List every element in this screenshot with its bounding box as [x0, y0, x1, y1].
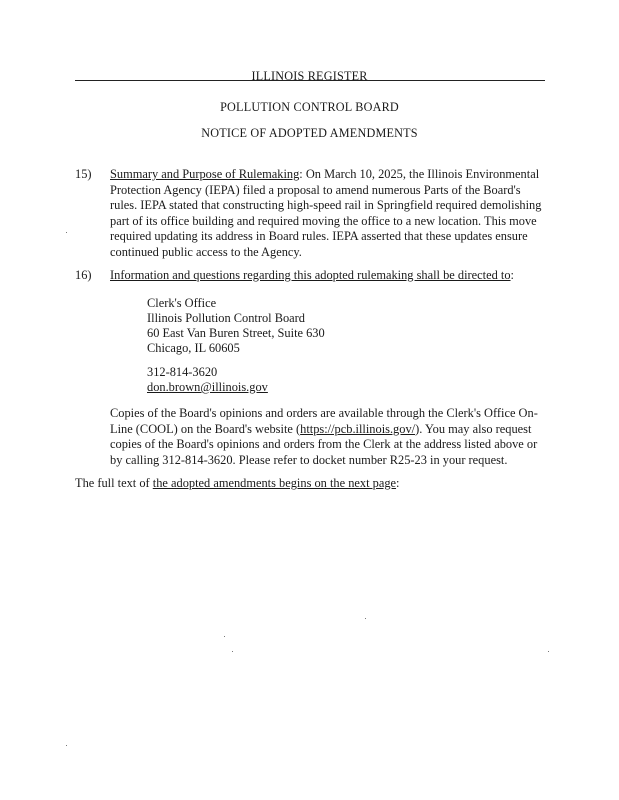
item-15-text: : On March 10, 2025, the Illinois Environmental Protection Agency (IEPA) filed a proposal to amend numerous Parts of the Board's rules. IEPA stated that constructing high-speed rail in Springfield required demolishing part of its office building and required moving the office to a new location. This move required updating its address in Board rules. IEPA asserted that these updates ensure continued public access to the Agency.: [110, 167, 542, 259]
scan-speck: [365, 618, 366, 619]
board-title: POLLUTION CONTROL BOARD: [220, 100, 399, 114]
scan-speck: [232, 651, 233, 652]
item-15-heading: Summary and Purpose of Rulemaking: [110, 167, 300, 181]
item-16-heading: Information and questions regarding this adopted rulemaking shall be directed to: [110, 268, 511, 282]
closing-end: :: [396, 476, 400, 490]
header-rule: [75, 80, 545, 81]
scan-speck: [66, 232, 67, 233]
item-16-body: [110, 268, 546, 284]
scan-speck: [224, 636, 225, 637]
copies-paragraph: [110, 406, 548, 468]
clerk-contact: [147, 365, 268, 395]
item-15-number: 15): [75, 167, 92, 181]
scan-speck: [548, 651, 549, 652]
address-line: 60 East Van Buren Street, Suite 630: [147, 326, 325, 340]
item-15-body: [110, 167, 546, 260]
register-title: ILLINOIS REGISTER: [251, 69, 368, 83]
address-line: Illinois Pollution Control Board: [147, 311, 305, 325]
item-16-colon: :: [510, 268, 514, 282]
notice-title: NOTICE OF ADOPTED AMENDMENTS: [201, 126, 418, 140]
item-16-number: 16): [75, 268, 92, 282]
copies-text-before: Copies of the Board's opinions and orders are available through the Clerk's Office On-Line (COOL) on the Board's website (: [110, 406, 538, 436]
closing-sentence: [75, 476, 545, 491]
closing-lead: The full text of: [75, 476, 153, 490]
address-line: Chicago, IL 60605: [147, 341, 240, 355]
closing-link-text: the adopted amendments begins on the next page: [152, 476, 397, 490]
copies-text-after: ). You may also request copies of the Board's opinions and orders from the Clerk at the address listed above or by calling 312-814-3620. Please refer to docket number R25-23 in your request.: [110, 421, 538, 467]
clerk-address: [147, 296, 325, 356]
address-line: Clerk's Office: [147, 296, 217, 310]
scan-speck: [66, 745, 67, 746]
website-link[interactable]: https://pcb.illinois.gov/: [300, 421, 416, 436]
email-link[interactable]: don.brown@illinois.gov: [147, 380, 268, 394]
phone-number: 312-814-3620: [147, 365, 218, 379]
